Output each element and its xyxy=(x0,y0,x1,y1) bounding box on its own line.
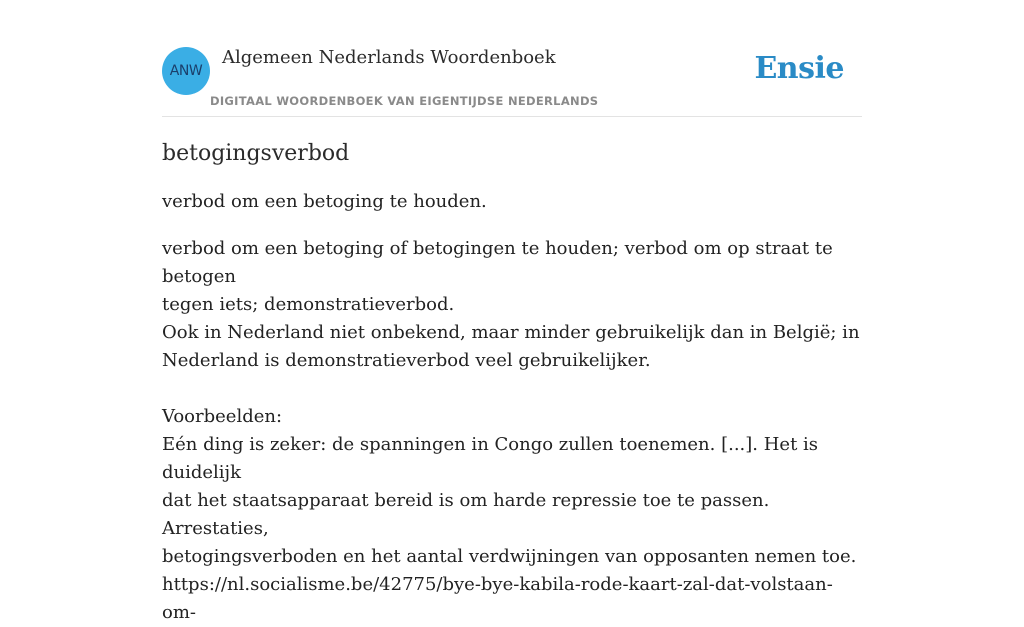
ensie-brand-logo[interactable]: Ensie xyxy=(754,51,844,86)
site-title[interactable]: Algemeen Nederlands Woordenboek xyxy=(222,47,556,68)
entry-summary: verbod om een betoging te houden. xyxy=(162,191,487,212)
site-header xyxy=(162,40,862,117)
entry-content xyxy=(162,138,862,627)
entry-definition-body: verbod om een betoging of betogingen te houden; verbod om op straat te betogen tegen iets; demonstratieverbod. Ook in Nederland niet onbekend, maar minder gebruikelijk dan in België; in Nederland is demonstratieverbod veel gebruikelijker. Voorbeelden: Eén ding is zeker: de spanningen in Congo zullen toenemen. [...]. Het is duidelijk dat het staatsapparaat bereid is om harde repressie toe te passen. Arrestaties, betogingsverboden en het aantal verdwijningen van opposanten nemen toe. https://nl.socialisme.be/42775/bye-bye-kabila-rode-kaart-zal-dat-volstaan-om- xyxy=(162,238,860,623)
entry-headword: betogingsverbod xyxy=(162,141,350,166)
site-subtitle: DIGITAAL WOORDENBOEK VAN EIGENTIJDSE NEDERLANDS xyxy=(210,94,599,108)
anw-logo[interactable]: ANW xyxy=(162,47,210,95)
